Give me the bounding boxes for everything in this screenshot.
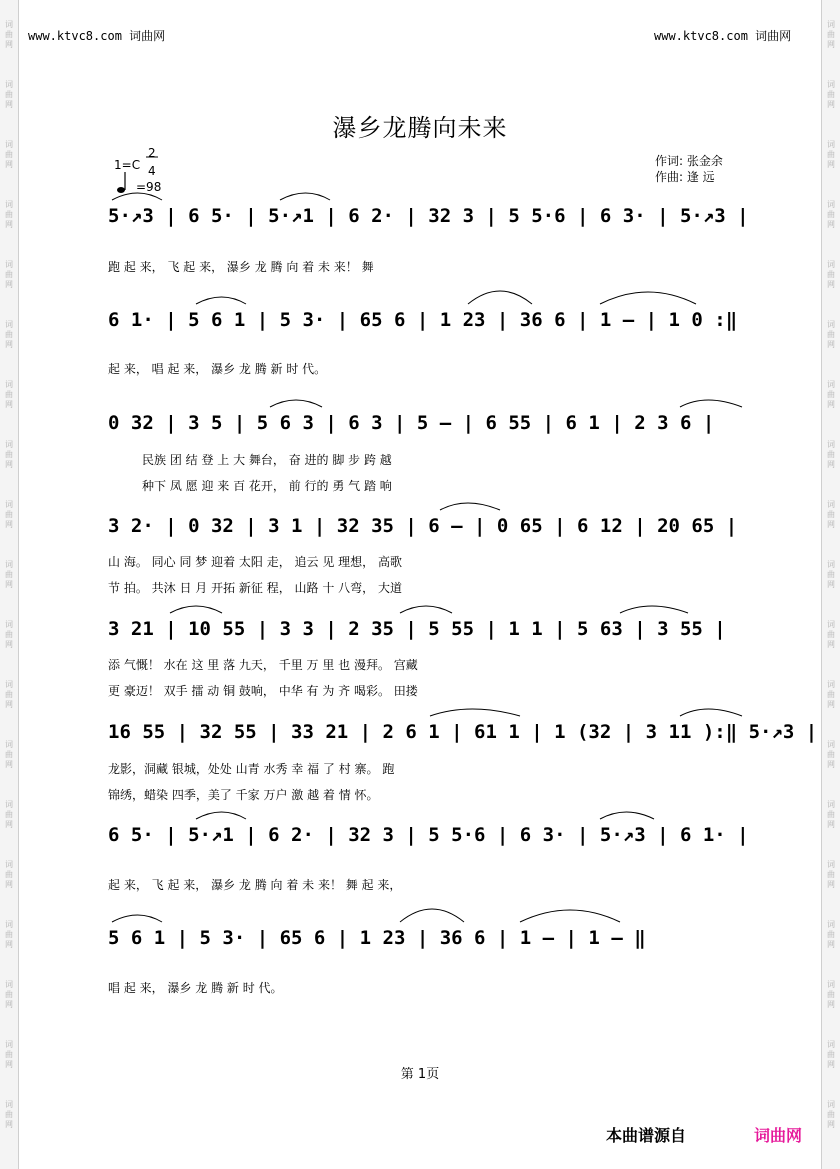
- notation-row-2: 6 1· | 5 6 1 | 5 3· | 65 6 | 1 23 | 36 6 | 1 — | 1 0 :‖: [108, 309, 738, 331]
- side-watermark-text: 词 曲 网: [827, 80, 835, 109]
- side-watermark-text: 词 曲 网: [5, 80, 13, 109]
- side-watermark-text: 词 曲 网: [827, 20, 835, 49]
- lyric-row-6-verse-2: 锦绣，蜡染 四季，美了 千家 万户 激 越 着 情 怀。: [108, 788, 379, 802]
- side-watermark-text: 词 曲 网: [827, 740, 835, 769]
- notation-row-5: 3 21 | 10 55 | 3 3 | 2 35 | 5 55 | 1 1 | 5 63 | 3 55 |: [108, 618, 726, 640]
- side-watermark-text: 词 曲 网: [5, 200, 13, 229]
- lyric-row-2: 起 来， 唱 起 来， 瀑乡 龙 腾 新 时 代。: [108, 362, 327, 376]
- side-watermark-text: 词 曲 网: [827, 980, 835, 1009]
- lyric-row-5-verse-1: 添 气慨！ 水在 这 里 落 九天， 千里 万 里 也 漫拜。 宫藏: [108, 658, 418, 672]
- brand-logo-text[interactable]: 词曲网: [754, 1126, 803, 1145]
- lyric-row-3-verse-1: 民族 团 结 登 上 大 舞台， 奋 进的 脚 步 跨 越: [142, 453, 392, 467]
- tempo-mark: =98: [136, 180, 162, 194]
- lyric-row-8: 唱 起 来， 瀑乡 龙 腾 新 时 代。: [108, 981, 283, 995]
- side-watermark-text: 词 曲 网: [827, 920, 835, 949]
- notation-row-1: 5·↗3 | 6 5· | 5·↗1 | 6 2· | 32 3 | 5 5·6 | 6 3· | 5·↗3 |: [108, 205, 749, 227]
- side-watermark-text: 词 曲 网: [5, 740, 13, 769]
- lyric-row-1: 跑 起 来， 飞 起 来， 瀑乡 龙 腾 向 着 未 来！ 舞: [108, 260, 374, 274]
- side-watermark-text: 词 曲 网: [5, 1100, 13, 1129]
- side-watermark-text: 词 曲 网: [5, 800, 13, 829]
- side-watermark-text: 词 曲 网: [5, 260, 13, 289]
- side-watermark-text: 词 曲 网: [5, 920, 13, 949]
- side-watermark-text: 词 曲 网: [827, 200, 835, 229]
- notation-row-8: 5 6 1 | 5 3· | 65 6 | 1 23 | 36 6 | 1 — | 1 — ‖: [108, 927, 646, 949]
- lyric-row-4-verse-1: 山 海。 同心 同 梦 迎着 太阳 走， 追云 见 理想， 高歌: [108, 555, 402, 569]
- side-watermark-text: 词 曲 网: [827, 320, 835, 349]
- source-label: 本曲谱源自: [606, 1126, 687, 1145]
- lyric-row-5-verse-2: 更 豪迈！ 双手 擂 动 铜 鼓响， 中华 有 为 齐 喝彩。 田搂: [108, 684, 418, 698]
- notation-row-4: 3 2· | 0 32 | 3 1 | 32 35 | 6 — | 0 65 | 6 12 | 20 65 |: [108, 515, 738, 537]
- composer-credit: 作曲: 逢 远: [655, 170, 715, 184]
- side-watermark-text: 词 曲 网: [827, 500, 835, 529]
- header-site-left[interactable]: www.ktvc8.com 词曲网: [28, 29, 166, 43]
- side-watermark-text: 词 曲 网: [827, 800, 835, 829]
- side-watermark-text: 词 曲 网: [827, 560, 835, 589]
- notation-row-3: 0 32 | 3 5 | 5 6 3 | 6 3 | 5 — | 6 55 | 6 1 | 2 3 6 |: [108, 412, 715, 434]
- side-watermark-text: 词 曲 网: [827, 680, 835, 709]
- side-watermark-text: 词 曲 网: [827, 440, 835, 469]
- side-watermark-text: 词 曲 网: [827, 260, 835, 289]
- side-watermark-text: 词 曲 网: [827, 620, 835, 649]
- side-watermark-text: 词 曲 网: [827, 860, 835, 889]
- side-watermark-text: 词 曲 网: [827, 1100, 835, 1129]
- side-watermark-text: 词 曲 网: [5, 980, 13, 1009]
- lyric-row-4-verse-2: 节 拍。 共沐 日 月 开拓 新征 程， 山路 十 八弯， 大道: [108, 581, 402, 595]
- page-number: 第 1页: [400, 1067, 440, 1082]
- notation-row-7: 6 5· | 5·↗1 | 6 2· | 32 3 | 5 5·6 | 6 3· | 5·↗3 | 6 1· |: [108, 824, 749, 846]
- notation-row-6: 16 55 | 32 55 | 33 21 | 2 6 1 | 61 1 | 1 (32 | 3 11 ):‖ 5·↗3 |: [108, 721, 818, 743]
- side-watermark-text: 词 曲 网: [5, 680, 13, 709]
- side-watermark-text: 词 曲 网: [5, 560, 13, 589]
- lyricist-credit: 作词: 张金余: [655, 154, 723, 168]
- header-site-right[interactable]: www.ktvc8.com 词曲网: [654, 29, 792, 43]
- key-signature: 1=C: [114, 158, 141, 172]
- side-watermark-text: 词 曲 网: [827, 380, 835, 409]
- lyric-row-7: 起 来， 飞 起 来， 瀑乡 龙 腾 向 着 未 来！ 舞 起 来，: [108, 878, 402, 892]
- lyric-row-3-verse-2: 种下 凤 愿 迎 来 百 花开， 前 行的 勇 气 踏 响: [142, 479, 392, 493]
- side-watermark-text: 词 曲 网: [5, 380, 13, 409]
- lyric-row-6-verse-1: 龙影，洞藏 银城，处处 山青 水秀 幸 福 了 村 寨。 跑: [108, 762, 395, 776]
- time-signature-top: 2: [148, 146, 156, 160]
- side-watermark-text: 词 曲 网: [5, 440, 13, 469]
- side-watermark-text: 词 曲 网: [5, 320, 13, 349]
- side-watermark-text: 词 曲 网: [5, 860, 13, 889]
- side-watermark-text: 词 曲 网: [5, 20, 13, 49]
- side-watermark-text: 词 曲 网: [827, 1040, 835, 1069]
- side-watermark-text: 词 曲 网: [5, 1040, 13, 1069]
- score-title: 瀑乡龙腾向未来: [332, 114, 508, 142]
- side-watermark-text: 词 曲 网: [5, 140, 13, 169]
- time-signature-bottom: 4: [148, 164, 156, 178]
- side-watermark-text: 词 曲 网: [5, 620, 13, 649]
- side-watermark-text: 词 曲 网: [5, 500, 13, 529]
- side-watermark-text: 词 曲 网: [827, 140, 835, 169]
